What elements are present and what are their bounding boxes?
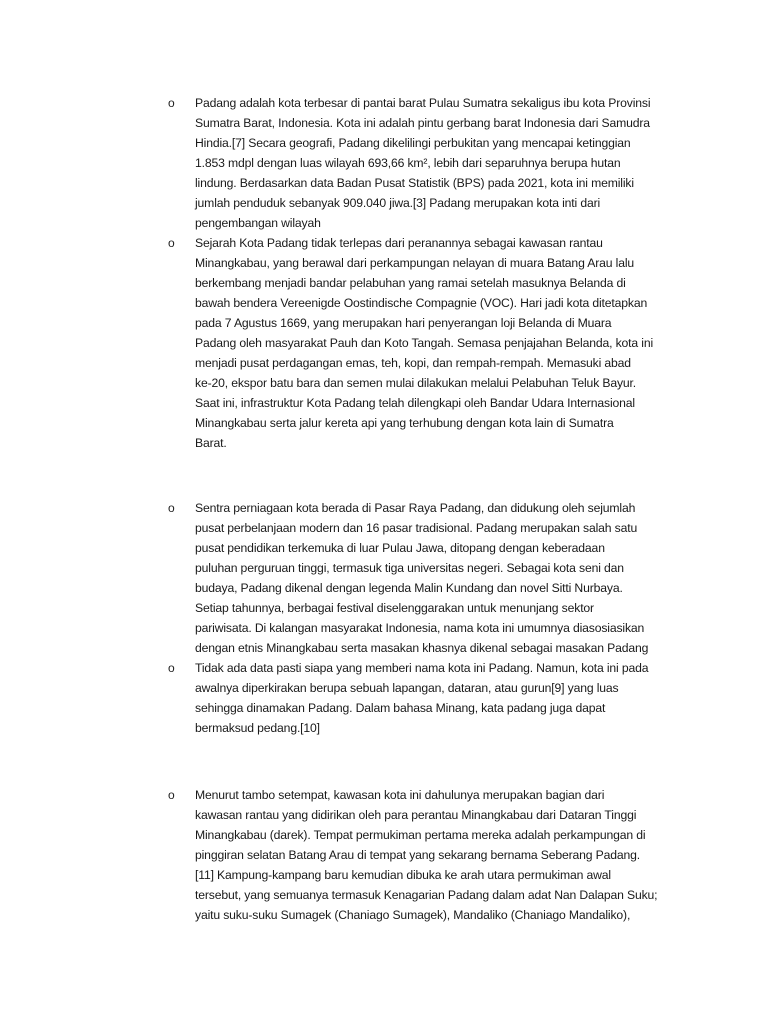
paragraph: [195, 658, 690, 738]
text-line: Padang oleh masyarakat Pauh dan Koto Tangah. Semasa penjajahan Belanda, kota ini: [195, 336, 654, 350]
text-line: pada 7 Agustus 1669, yang merupakan hari penyerangan loji Belanda di Muara: [195, 316, 612, 330]
text-line: Sumatra Barat, Indonesia. Kota ini adalah pintu gerbang barat Indonesia dari Samudra: [195, 116, 650, 130]
text-line: Setiap tahunnya, berbagai festival diselenggarakan untuk menunjang sektor: [195, 601, 594, 615]
text-line: bawah bendera Vereenigde Oostindische Compagnie (VOC). Hari jadi kota ditetapkan: [195, 296, 648, 310]
text-line: Minangkabau serta jalur kereta api yang terhubung dengan kota lain di Sumatra: [195, 416, 614, 430]
text-line: sehingga dinamakan Padang. Dalam bahasa Minang, kata padang juga dapat: [195, 701, 606, 715]
text-line: [11] Kampung-kampang baru kemudian dibuka ke arah utara permukiman awal: [195, 868, 611, 882]
text-line: budaya, Padang dikenal dengan legenda Malin Kundang dan novel Sitti Nurbaya.: [195, 581, 623, 595]
text-line: awalnya diperkirakan berupa sebuah lapangan, dataran, atau gurun[9] yang luas: [195, 681, 619, 695]
text-line: menjadi pusat perdagangan emas, teh, kopi, dan rempah-rempah. Memasuki abad: [195, 356, 631, 370]
text-line: Saat ini, infrastruktur Kota Padang telah dilengkapi oleh Bandar Udara Internasional: [195, 396, 635, 410]
text-line: jumlah penduduk sebanyak 909.040 jiwa.[3] Padang merupakan kota inti dari: [195, 196, 601, 210]
bullet-marker: o: [168, 788, 175, 802]
bullet-marker: o: [168, 236, 175, 250]
bullet-marker: o: [168, 96, 175, 110]
text-line: ke-20, ekspor batu bara dan semen mulai dilakukan melalui Pelabuhan Teluk Bayur.: [195, 376, 637, 390]
text-line: Minangkabau (darek). Tempat permukiman pertama mereka adalah perkampungan di: [195, 828, 646, 842]
text-line: bermaksud pedang.[10]: [195, 721, 320, 735]
text-line: pengembangan wilayah: [195, 216, 321, 230]
text-line: kawasan rantau yang didirikan oleh para perantau Minangkabau dari Dataran Tinggi: [195, 808, 637, 822]
text-line: Hindia.[7] Secara geografi, Padang dikelilingi perbukitan yang mencapai ketinggian: [195, 136, 631, 150]
text-line: pinggiran selatan Batang Arau di tempat yang sekarang bernama Seberang Padang.: [195, 848, 640, 862]
text-line: Minangkabau, yang berawal dari perkampungan nelayan di muara Batang Arau lalu: [195, 256, 635, 270]
text-line: berkembang menjadi bandar pelabuhan yang ramai setelah masuknya Belanda di: [195, 276, 626, 290]
text-line: yaitu suku-suku Sumagek (Chaniago Sumagek), Mandaliko (Chaniago Mandaliko),: [195, 908, 631, 922]
paragraph: [195, 93, 690, 233]
paragraph: [195, 785, 690, 925]
text-line: Menurut tambo setempat, kawasan kota ini dahulunya merupakan bagian dari: [195, 788, 605, 802]
text-line: pusat perbelanjaan modern dan 16 pasar tradisional. Padang merupakan salah satu: [195, 521, 638, 535]
text-line: Padang adalah kota terbesar di pantai barat Pulau Sumatra sekaligus ibu kota Provinsi: [195, 96, 651, 110]
text-line: puluhan perguruan tinggi, termasuk tiga universitas negeri. Sebagai kota seni dan: [195, 561, 624, 575]
bullet-marker: o: [168, 661, 175, 675]
bullet-marker: o: [168, 501, 175, 515]
text-line: Sentra perniagaan kota berada di Pasar Raya Padang, dan didukung oleh sejumlah: [195, 501, 636, 515]
text-line: pariwisata. Di kalangan masyarakat Indonesia, nama kota ini umumnya diasosiasikan: [195, 621, 645, 635]
text-line: pusat pendidikan terkemuka di luar Pulau Jawa, ditopang dengan keberadaan: [195, 541, 605, 555]
text-line: Sejarah Kota Padang tidak terlepas dari peranannya sebagai kawasan rantau: [195, 236, 603, 250]
text-line: 1.853 mdpl dengan luas wilayah 693,66 km², lebih dari separuhnya berupa hutan: [195, 156, 621, 170]
paragraph: [195, 233, 690, 453]
paragraph: [195, 498, 690, 658]
text-line: Tidak ada data pasti siapa yang memberi nama kota ini Padang. Namun, kota ini pada: [195, 661, 649, 675]
text-line: lindung. Berdasarkan data Badan Pusat Statistik (BPS) pada 2021, kota ini memiliki: [195, 176, 634, 190]
text-line: Barat.: [195, 436, 227, 450]
text-line: tersebut, yang semuanya termasuk Kenagarian Padang dalam adat Nan Dalapan Suku;: [195, 888, 658, 902]
text-line: dengan etnis Minangkabau serta masakan khasnya dikenal sebagai masakan Padang: [195, 641, 649, 655]
